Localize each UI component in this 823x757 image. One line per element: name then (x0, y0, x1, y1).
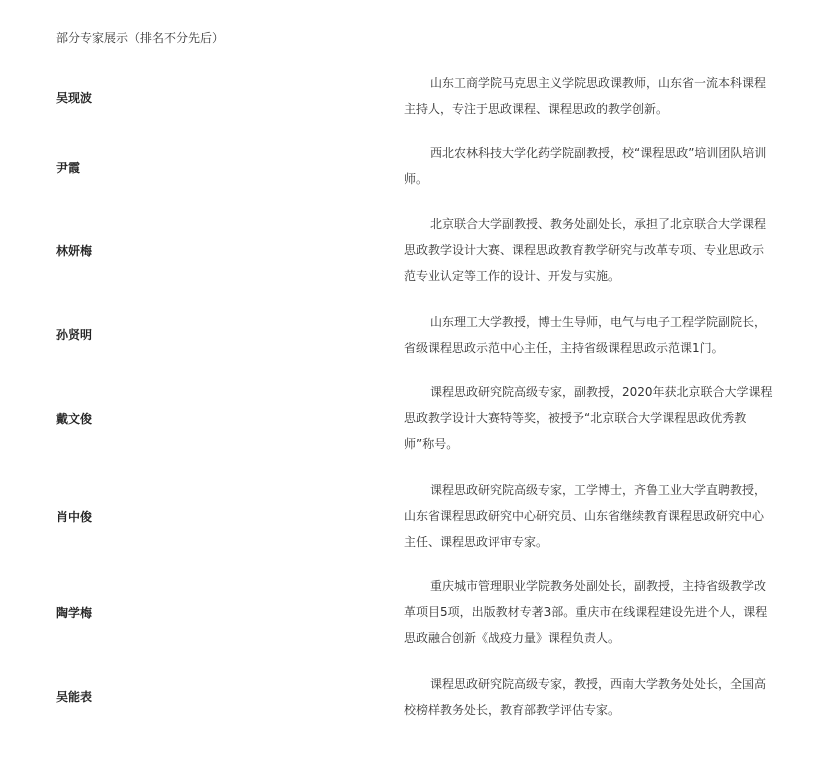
expert-name: 陶学梅 (56, 606, 93, 620)
expert-name: 吴现波 (56, 91, 93, 105)
expert-description: 山东理工大学教授，博士生导师，电气与电子工程学院副院长，省级课程思政示范中心主任，主持省级课程思政示范课1门。 (404, 315, 767, 355)
expert-description: 重庆城市管理职业学院教务处副处长，副教授，主持省级教学改革项目5项，出版教材专著3部。重庆市在线课程建设先进个人，课程思政融合创新《战疫力量》课程负责人。 (404, 579, 768, 645)
expert-description: 课程思政研究院高级专家，教授，西南大学教务处处长，全国高校榜样教务处长，教育部教学评估专家。 (404, 677, 767, 717)
expert-name: 林妍梅 (56, 244, 93, 258)
expert-description: 西北农林科技大学化药学院副教授，校“课程思政”培训团队培训师。 (404, 146, 767, 186)
expert-description: 山东工商学院马克思主义学院思政课教师，山东省一流本科课程主持人，专注于思政课程、课程思政的教学创新。 (404, 76, 767, 116)
expert-name: 尹霞 (56, 161, 81, 175)
expert-name: 吴能表 (56, 690, 93, 704)
expert-description: 北京联合大学副教授、教务处副处长，承担了北京联合大学课程思政教学设计大赛、课程思政教育教学研究与改革专项、专业思政示范专业认定等工作的设计、开发与实施。 (404, 217, 767, 283)
expert-name: 肖中俊 (56, 510, 93, 524)
expert-name: 戴文俊 (56, 412, 93, 426)
expert-description: 课程思政研究院高级专家，副教授，2020年获北京联合大学课程思政教学设计大赛特等奖，被授予“北京联合大学课程思政优秀教师”称号。 (404, 385, 773, 451)
expert-description: 课程思政研究院高级专家，工学博士，齐鲁工业大学直聘教授，山东省课程思政研究中心研究员、山东省继续教育课程思政研究中心主任、课程思政评审专家。 (404, 483, 767, 549)
expert-name: 孙贤明 (56, 328, 93, 342)
page-heading: 部分专家展示（排名不分先后） (56, 31, 225, 45)
